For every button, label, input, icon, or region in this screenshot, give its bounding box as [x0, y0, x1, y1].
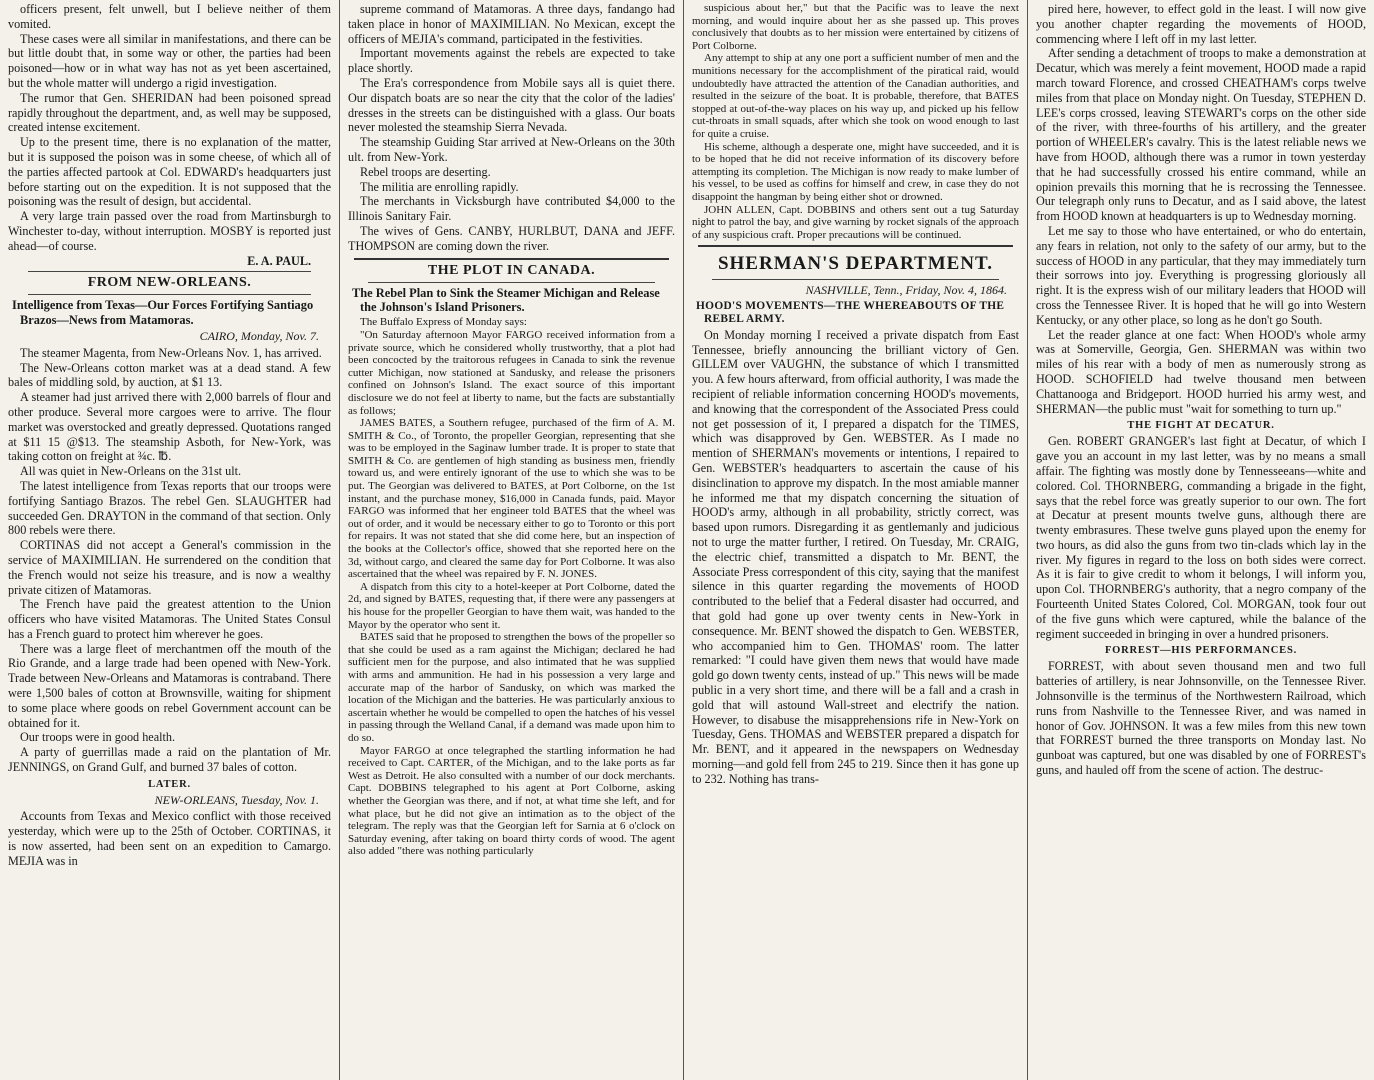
divider: [712, 279, 999, 280]
paragraph: Mayor FARGO at once telegraphed the startling information he had received to Capt. CARTER, of the Michigan, and to the lake ports as far West as Detroit. He also consulted with a number of our dock merchants. Capt. DOBBINS telegraphed to his agent at Port Colborne, asking whether the Georgian was there, and if not, at what time she left, and for what place, but he did not give an intimation as to the object of the telegram. The reply was that the Georgian left for Sarnia at 6 o'clock on Saturday evening, after taking on board thirty cords of wood. The agent also added "there was nothing particularly: [348, 744, 675, 858]
paragraph: supreme command of Matamoras. A three days, fandango had taken place in honor of MAXIMILIAN. No Mexican, except the officers of MEJIA's command, participated in the festivities.: [348, 2, 675, 46]
article-headline: FROM NEW-ORLEANS.: [87, 275, 252, 291]
column-3: [684, 0, 1028, 1080]
paragraph: Let me say to those who have entertained, or who do entertain, any fears in relation, not only to the safety of our army, but to the success of HOOD in any particular, that they may immediately turn their sorrows into joy. Everything is progressing gloriously all right. It is the express wish of our military leaders that HOOD will cross the Tennessee River. It is hoped that he will go into Western Kentucky, or any other place, so long as he don't go South.: [1036, 223, 1366, 327]
paragraph: A steamer had just arrived there with 2,000 barrels of flour and other produce. Several more cargoes were to arrive. The flour market was overstocked and greatly depressed. Quotations ranged at $11 15 @$13. The steamship Asboth, for New-York, was taking cotton on freight at ¾c. ℔.: [8, 390, 331, 464]
paragraph: A very large train passed over the road from Martinsburgh to Winchester to-day, without interruption. MOSBY is reported just ahead—of course.: [8, 209, 331, 253]
paragraph: The steamship Guiding Star arrived at New-Orleans on the 30th ult. from New-York.: [348, 135, 675, 164]
column-1: [0, 0, 340, 1080]
paragraph: Accounts from Texas and Mexico conflict with those received yesterday, which were up to the 25th of October. CORTINAS, it is now asserted, had been sent on an expedition to Camargo. MEJIA was in: [8, 809, 331, 868]
section-subhead: THE FIGHT AT DECATUR.: [1127, 420, 1275, 432]
paragraph: There was a large fleet of merchantmen off the mouth of the Rio Grande, and a large trade had been opened with New-York. Trade between New-Orleans and Matamoras is contraband. There were 1,500 bales of cotton at Brownsville, waiting for shipment to some place where goods on rebel Government account can be obtained for it.: [8, 641, 331, 730]
paragraph: Up to the present time, there is no explanation of the matter, but it is supposed the poison was in some cheese, of which all of the parties affected partook at Col. EDWARD's headquarters just before starting out on the expedition. It is not supposed that the poisoning was the result of design, but accidental.: [8, 135, 331, 209]
divider: [368, 282, 655, 283]
paragraph: Any attempt to ship at any one port a sufficient number of men and the munitions necessary for the accomplishment of the piratical raid, would undoubtedly have attracted the attention of the Canadian authorities, and resulted in the seizure of the boat. It is probable, therefore, that BATES stopped at out-of-the-way places on his way up, and picked up his fellow cut-throats in small squads, after which she took on wood enough to last for quite a cruise.: [692, 52, 1019, 140]
paragraph: officers present, felt unwell, but I believe neither of them vomited.: [8, 2, 331, 31]
article-deck: HOOD'S MOVEMENTS—THE WHEREABOUTS OF THE REBEL ARMY.: [696, 299, 1005, 325]
section-subhead: LATER.: [148, 778, 191, 790]
paragraph: On Monday morning I received a private dispatch from East Tennessee, briefly announcing the brilliant victory of Gen. GILLEM over VAUGHN, the substance of which I transmitted you. A few hours afterward, from official authority, I was made the recipient of reliable information concerning HOOD's movements, and knowing that the correspondent of the Associated Press could not get possession of it, I prepared a dispatch for the TIMES, which was disapproved by Gen. WEBSTER. As I made no mention of SHERMAN's movements or intentions, I repaired to Gen. WEBSTER's headquarters to ascertain the cause of his disinclination to approve my dispatch. In the most amiable manner he informed me that my dispatch concerning the situation of HOOD's army, although in all probability, strictly correct, was based upon rumors. Disregarding it as gentlemanly and judicious not to urge the matter further, I retired. On Tuesday, Mr. CRAIG, the electric chief, transmitted a dispatch to Mr. BENT, the Associate Press correspondent of this city, saying that the manifest silence in this quarter regarding the movements of HOOD contributed to the belief that a Federal disaster had occurred, and that gold had gone up over twenty cents in New-York in consequence. Mr. BENT showed the dispatch to Gen. WEBSTER, who accompanied him to Gen. THOMAS' room. The latter remarked: "I could have given them news that would have made gold go down twenty cents, instead of up." This news will be made public in a very short time, and there will be a fall and a crash in gold that will astound Wall-street and electrify the nation. However, to disabuse the misapprehensions rife in New-York on Tuesday, Gens. THOMAS and WEBSTER prepared a dispatch for Mr. BENT, and it appeared in the newspapers on Wednesday morning—and gold fell from 245 to 219. Since then it has gone up to 232. Nothing has trans-: [692, 327, 1019, 786]
paragraph: "On Saturday afternoon Mayor FARGO received information from a private source, which he considered wholly trustworthy, that a plot had been concocted by the traitorous refugees in Canada to sink the revenue cutter Michigan, now stationed at Sandusky, and release the prisoners confined on Johnson's Island. The exact source of this important disclosure we do not feel at liberty to name, but the facts are substantially as follows;: [348, 328, 675, 417]
paragraph: Rebel troops are deserting.: [360, 164, 491, 179]
paragraph: The militia are enrolling rapidly.: [360, 179, 519, 194]
article-deck: The Rebel Plan to Sink the Steamer Michigan and Release the Johnson's Island Prisoners.: [352, 285, 660, 314]
paragraph: pired here, however, to effect gold in the least. I will now give you another chapter regarding the movements of HOOD, commencing where I left off in my last letter.: [1036, 2, 1366, 46]
paragraph: The steamer Magenta, from New-Orleans Nov. 1, has arrived.: [20, 345, 322, 360]
dateline: NASHVILLE, Tenn., Friday, Nov. 4, 1864.: [805, 283, 1007, 298]
paragraph: FORREST, with about seven thousand men and two full batteries of artillery, is near Johnsonville, on the Tennessee River. Johnsonville is the terminus of the Northwestern Railroad, which runs from Nashville to the Tennessee River, and was named in honor of Gov. JOHNSON. It was a few miles from this new town that FORREST burned the three transports on Monday last. No gunboat was captured, but one was disabled by one of FORREST's guns, and hauled off from the scene of action. The destruc-: [1036, 659, 1366, 778]
article-deck: Intelligence from Texas—Our Forces Fortifying Santiago Brazos—News from Matamoras.: [12, 298, 314, 327]
section-subhead: FORREST—HIS PERFORMANCES.: [1104, 645, 1298, 657]
paragraph: All was quiet in New-Orleans on the 31st ult.: [20, 464, 242, 479]
paragraph: The French have paid the greatest attention to the Union officers who have visited Matamoras. The United States Consul has a French guard to protect him wherever he goes.: [8, 597, 331, 641]
paragraph: His scheme, although a desperate one, might have succeeded, and it is to be hoped that he did not receive information of its discovery before attempting its completion. The Michigan is now ready to make lumber of his vessel, to be used as coffins for himself and crew, in case they do not disappoint the hangman by being either shot or drowned.: [692, 140, 1019, 203]
paragraph: JOHN ALLEN, Capt. DOBBINS and others sent out a tug Saturday night to patrol the bay, and give warning by rocket signals of the approach of any suspicious craft. Proper precautions will be continued.: [692, 203, 1019, 241]
paragraph: BATES said that he proposed to strengthen the bows of the propeller so that she could be used as a ram against the Michigan; declared he had sufficient men for the purpose, and also intimated that he was supplied with arms and ammunition. He had in his possession a very large and accurate map of the harbor of Sandusky, on which was marked the location of the Michigan and the batteries. He was particularly anxious to ascertain whether he would be compelled to open the hatches of his vessel in passing through the Welland Canal, if a demand was made upon him to do so.: [348, 631, 675, 744]
dateline: NEW-ORLEANS, Tuesday, Nov. 1.: [154, 792, 319, 807]
paragraph: JAMES BATES, a Southern refugee, purchased of the firm of A. M. SMITH & Co., of Toronto, the propeller Georgian, representing that she was to be employed in the Saginaw lumber trade. It is proper to state that SMITH & Co. are gentlemen of high standing as business men, friendly toward us, and were entirely ignorant of the use to which she was to be put. The Georgian was delivered to BATES, at Port Colborne, on the 1st instant, and the purchase money, $16,000 in Canada funds, paid. Mayor FARGO was informed that her engineer told BATES that the wheel was out of order, and it would be necessary either to go to Toronto or this port for repairs. It was not stated that she did come here, but an inspection of the books at the Collector's office, showed that she reported here on the 3d, without cargo, and cleared the same day for Port Colborne. It was also ascertained that the wheel was repaired by F. N. JONES.: [348, 417, 675, 581]
paragraph: A party of guerrillas made a raid on the plantation of Mr. JENNINGS, on Grand Gulf, and burned 37 bales of cotton.: [8, 745, 331, 775]
divider: [354, 258, 669, 260]
divider: [28, 294, 311, 295]
paragraph: The Era's correspondence from Mobile says all is quiet there. Our dispatch boats are so near the city that the color of the ladies' dresses in the streets can be distinguished with a glass. Our boats never molested the steamship Sierra Nevada.: [348, 75, 675, 135]
paragraph: The rumor that Gen. SHERIDAN had been poisoned spread rapidly throughout the department, and, as well may be supposed, created intense excitement.: [8, 90, 331, 135]
column-2: [340, 0, 684, 1080]
paragraph: Our troops were in good health.: [20, 730, 176, 745]
paragraph: A dispatch from this city to a hotel-keeper at Port Colborne, dated the 2d, and signed by BATES, requesting that, if there were any passengers at his house for the propeller Georgian to have them wait, was handed to the Mayor by the operator who sent it.: [348, 580, 675, 631]
paragraph: Important movements against the rebels are expected to take place shortly.: [348, 46, 675, 76]
paragraph: The wives of Gens. CANBY, HURLBUT, DANA and JEFF. THOMPSON are coming down the river.: [348, 223, 675, 253]
paragraph: CORTINAS did not accept a General's commission in the service of MAXIMILIAN. He surrendered on the condition that the French would not seize his treasure, and is now a wealthy private citizen of Matamoras.: [8, 538, 331, 597]
paragraph: After sending a detachment of troops to make a demonstration at Decatur, which was merely a feint movement, HOOD made a rapid march toward Florence, and crossed CHEATHAM's corps twelve miles from that place on Monday night. On Tuesday, STEPHEN D. LEE's corps crossed, leaving STEWART's corps on the other side of the river, with three-fourths of his artillery, and the greater portion of WHEELER's cavalry. This is the latest reliable news we have from HOOD, although there was a rumor in town yesterday that he had successfully crossed his entire command, while an opinion prevails this morning that he is recrossing the Tennessee. Our telegraph only runs to Decatur, and as I said above, the latest from HOOD known at headquarters is up to Wednesday morning.: [1036, 46, 1366, 224]
dateline: CAIRO, Monday, Nov. 7.: [199, 329, 319, 344]
paragraph: These cases were all similar in manifestations, and there can be but little doubt that, in some way or other, the parties had been poisoned—how or in what way has not as yet been ascertained, but the whole matter will undergo a rigid investigation.: [8, 31, 331, 90]
divider: [698, 245, 1013, 247]
paragraph: The latest intelligence from Texas reports that our troops were fortifying Santiago Brazos. The rebel Gen. SLAUGHTER had succeeded Gen. DRAYTON in the command of that section. Only 800 rebels were there.: [8, 478, 331, 538]
paragraph: Let the reader glance at one fact: When HOOD's whole army was at Somerville, Georgia, Gen. SHERMAN was within two miles of his rear with a body of men as numerously strong as HOOD. SCHOFIELD had twelve thousand men between Chattanooga and Bridgeport. HOOD hurried his army west, and SHERMAN—the public must "wait for something to turn up.": [1036, 327, 1366, 416]
paragraph: The merchants in Vicksburgh have contributed $4,000 to the Illinois Sanitary Fair.: [348, 194, 675, 224]
divider: [28, 271, 311, 272]
paragraph: The Buffalo Express of Monday says:: [360, 316, 527, 329]
paragraph: suspicious about her," but that the Pacific was to leave the next morning, and would inquire about her as she passed up. This proves conclusively that doubts as to her mission were entertained by citizens of Port Colborne.: [692, 2, 1019, 52]
paragraph: The New-Orleans cotton market was at a dead stand. A few bales of middling sold, by auction, at $1 13.: [8, 360, 331, 390]
paragraph: Gen. ROBERT GRANGER's last fight at Decatur, of which I gave you an account in my last letter, was by no means a small affair. The fighting was mostly done by Tennesseeans—white and colored. Col. THORNBERG, commanding a brigade in the fight, says that the rebel force was greatly superior to our own. The fort at Decatur at present mounts twelve guns, although there are twenty embrasures. These twelve guns played upon the enemy for two hours, as did also the guns from two tin-clads which lay in the river. My figures in regard to the loss on both sides were correct. As it is fair to give credit to whom it belongs, I will inform you, upon Col. THORNBERG's authority, that a negro company of the Fourteenth United States Colored, Col. MORGAN, took four out of the five guns which were captured, while the balance of the regiment succeeded in bringing in over a hundred prisoners.: [1036, 434, 1366, 641]
byline-signature: E. A. PAUL.: [247, 253, 311, 268]
column-4: [1028, 0, 1374, 1080]
article-headline: SHERMAN'S DEPARTMENT.: [717, 253, 994, 275]
article-headline: THE PLOT IN CANADA.: [427, 262, 596, 278]
